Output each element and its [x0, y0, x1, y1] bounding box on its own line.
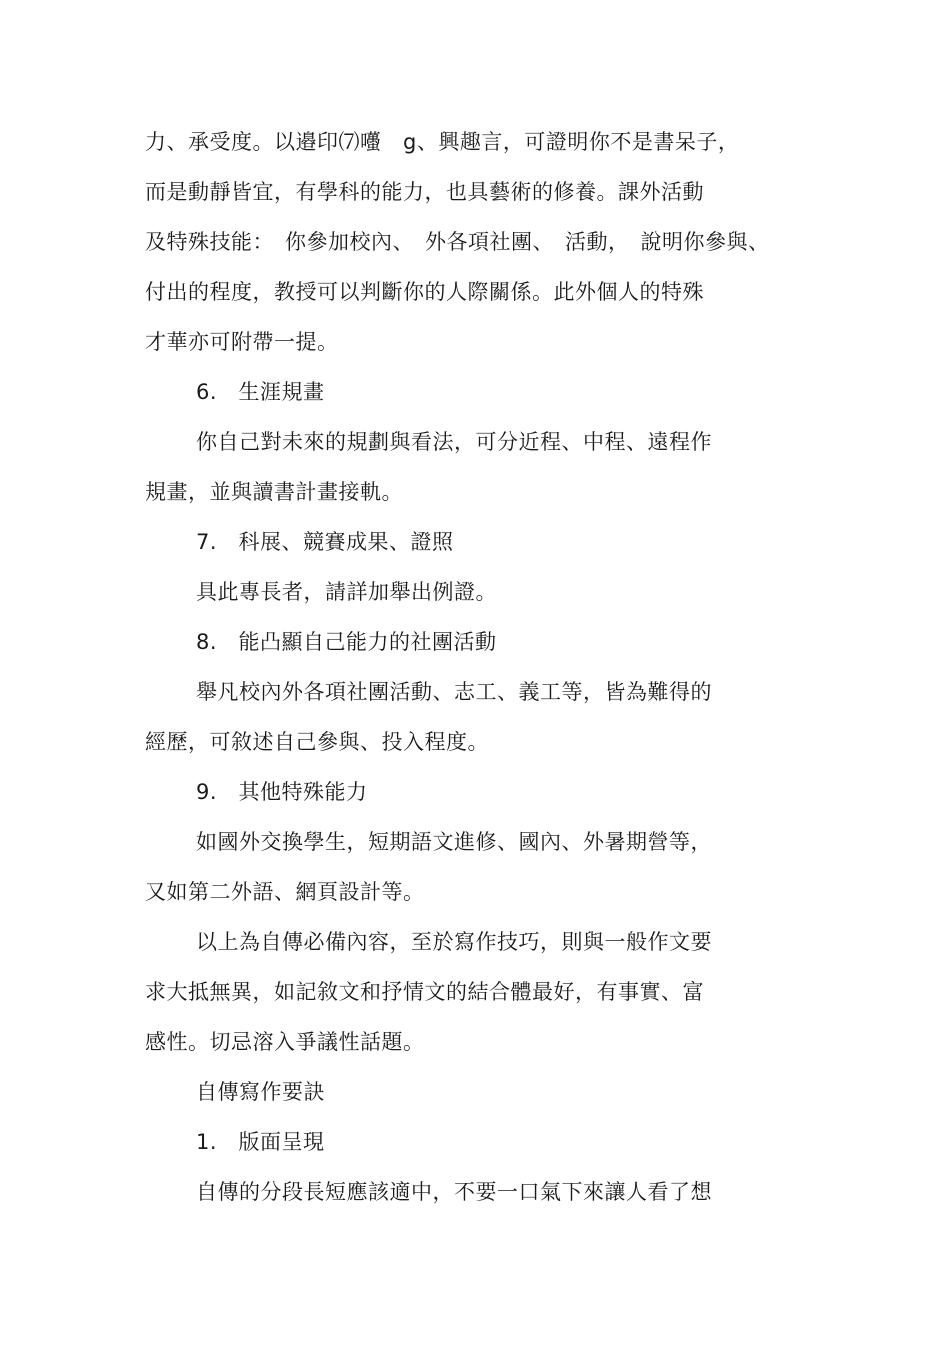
section-heading: 6. 生涯規畫 [196, 380, 325, 404]
text-line: 力、承受度。以邉印⑺囆 g、興趣言，可證明你不是書呆子， [145, 130, 740, 154]
section-title: 自傳寫作要訣 [196, 1080, 325, 1104]
text-line: 如國外交換學生，短期語文進修、國內、外暑期營等， [196, 830, 712, 854]
text-line: 求大抵無異，如記敘文和抒情文的結合體最好，有事實、富 [145, 980, 704, 1004]
section-heading: 7. 科展、競賽成果、證照 [196, 530, 454, 554]
text-line: 以上為自傳必備內容，至於寫作技巧，則與一般作文要 [196, 930, 712, 954]
text-line: 規畫，並與讀書計畫接軌。 [145, 480, 403, 504]
text-line: 自傳的分段長短應該適中，不要一口氣下來讓人看了想 [196, 1180, 712, 1204]
text-line: 感性。切忌溶入爭議性話題。 [145, 1030, 425, 1054]
text-line: 舉凡校內外各項社團活動、志工、義工等，皆為難得的 [196, 680, 712, 704]
section-heading: 9. 其他特殊能力 [196, 780, 368, 804]
section-heading: 1. 版面呈現 [196, 1130, 325, 1154]
section-heading: 8. 能凸顯自己能力的社團活動 [196, 630, 497, 654]
text-line: 又如第二外語、網頁設計等。 [145, 880, 425, 904]
text-line: 你自己對未來的規劃與看法，可分近程、中程、遠程作 [196, 430, 712, 454]
text-line: 付出的程度，教授可以判斷你的人際關係。此外個人的特殊 [145, 280, 704, 304]
text-line: 經歷，可敘述自己參與、投入程度。 [145, 730, 489, 754]
text-line: 及特殊技能： 你參加校內、 外各項社團、 活動， 說明你參與、 [145, 230, 770, 254]
text-line: 才華亦可附帶一提。 [145, 330, 339, 354]
text-line: 具此專長者，請詳加舉出例證。 [196, 580, 497, 604]
text-line: 而是動靜皆宜，有學科的能力，也具藝術的修養。課外活動 [145, 180, 704, 204]
